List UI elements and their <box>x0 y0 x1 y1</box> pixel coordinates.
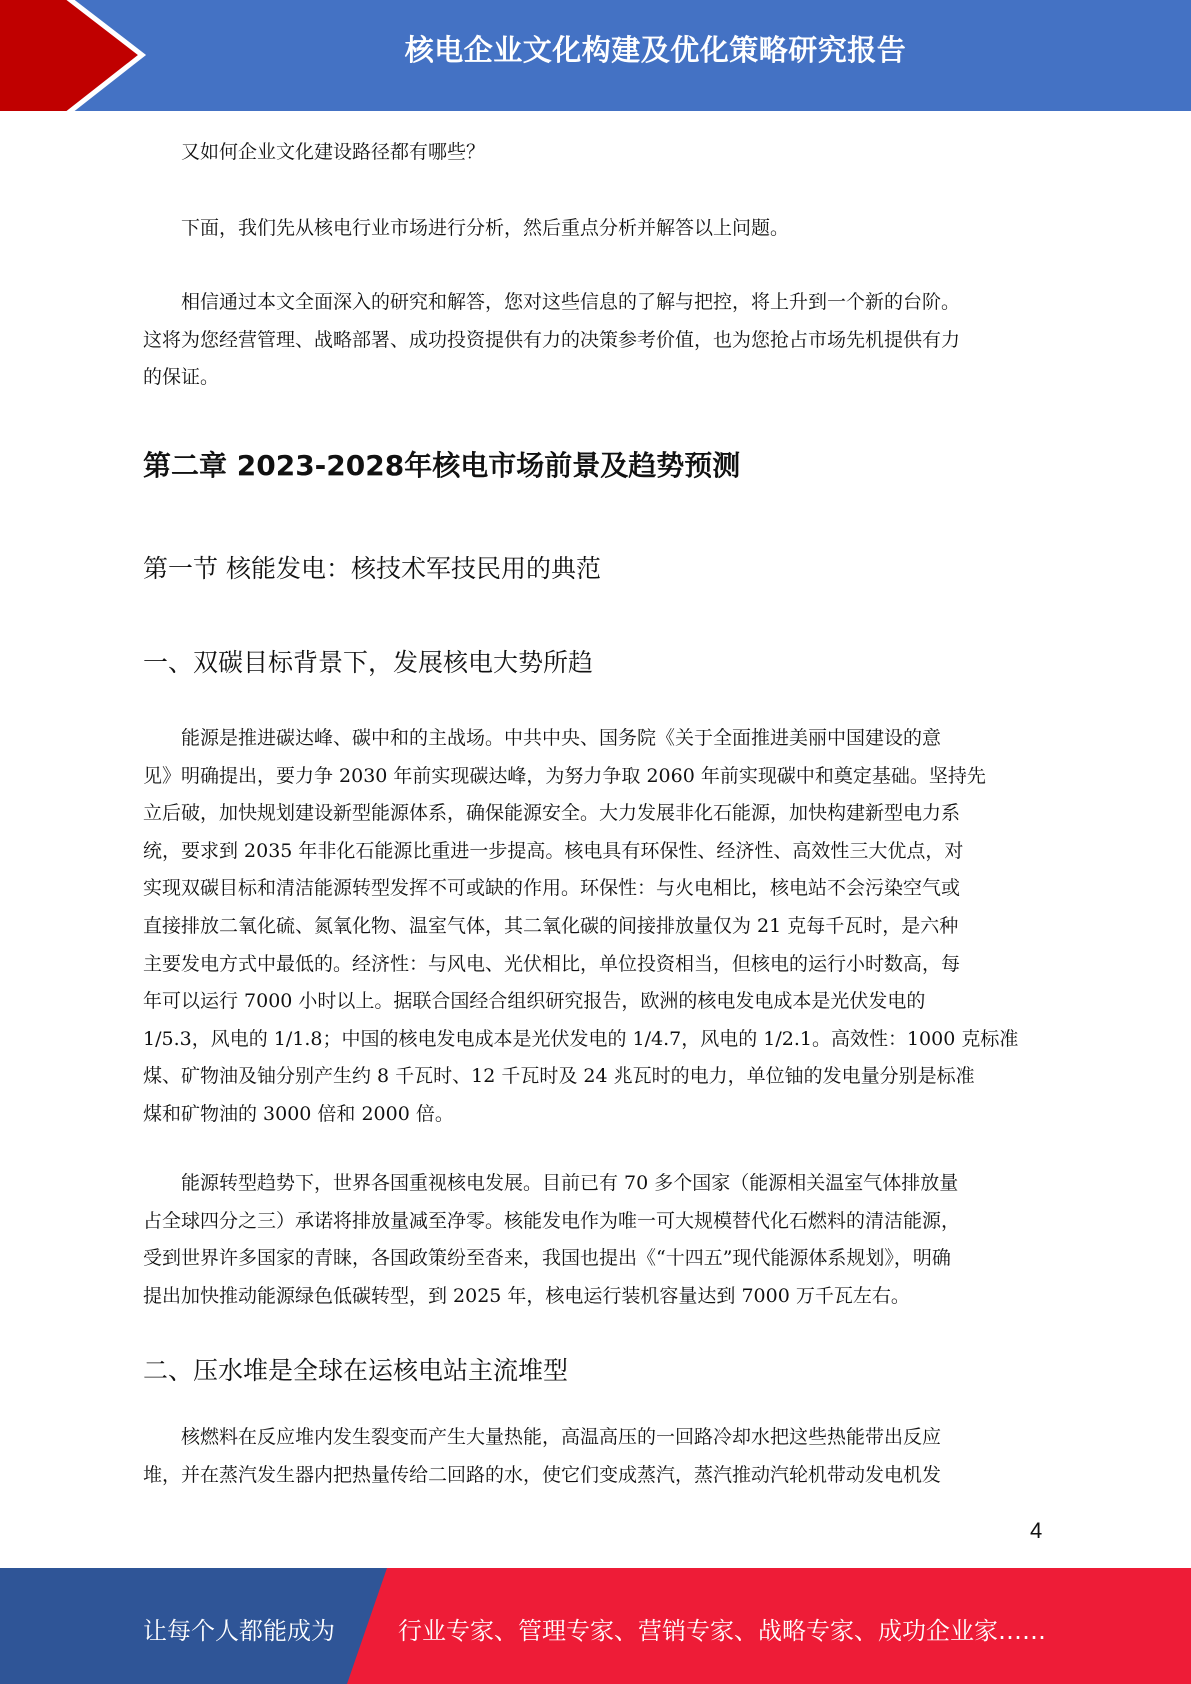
footer-slogan-right: 行业专家、管理专家、营销专家、战略专家、成功企业家…… <box>398 1617 1046 1645</box>
intro-paragraph-2 <box>143 210 1048 248</box>
footer-slogan-left: 让每个人都能成为 <box>143 1617 335 1645</box>
text-line: 核燃料在反应堆内发生裂变而产生大量热能，高温高压的一回路冷却水把这些热能带出反应 <box>181 1426 942 1448</box>
body-paragraph-1 <box>143 720 1048 1134</box>
text-line: 见》明确提出，要力争 2030 年前实现碳达峰，为努力争取 2060 年前实现碳中和奠定基础。坚持先 <box>143 764 986 787</box>
text-line: 1/5.3，风电的 1/1.8；中国的核电发电成本是光伏发电的 1/4.7，风电的 1/2.1。高效性：1000 克标准 <box>143 1027 1019 1050</box>
text-line: 主要发电方式中最低的。经济性：与风电、光伏相比，单位投资相当，但核电的运行小时数高，每 <box>143 952 961 975</box>
body-paragraph-3 <box>143 1419 1048 1494</box>
text-line: 这将为您经营管理、战略部署、成功投资提供有力的决策参考价值，也为您抢占市场先机提供有力 <box>143 328 961 351</box>
text-line: 提出加快推动能源绿色低碳转型，到 2025 年，核电运行装机容量达到 7000 万千瓦左右。 <box>143 1284 910 1307</box>
text-line: 能源转型趋势下，世界各国重视核电发展。目前已有 70 多个国家（能源相关温室气体排放量 <box>181 1172 959 1194</box>
text-line: 立后破，加快规划建设新型能源体系，确保能源安全。大力发展非化石能源，加快构建新型电力系 <box>143 802 961 825</box>
text-line: 受到世界许多国家的青睐，各国政策纷至沓来，我国也提出《“十四五”现代能源体系规划》，明确 <box>143 1247 951 1270</box>
section-title: 第一节 核能发电：核技术军技民用的典范 <box>143 554 601 583</box>
body-paragraph-2 <box>143 1165 1048 1315</box>
subsection-title-1: 一、双碳目标背景下，发展核电大势所趋 <box>143 648 594 677</box>
intro-paragraph-3 <box>143 284 1048 397</box>
text-line: 煤和矿物油的 3000 倍和 2000 倍。 <box>143 1102 454 1125</box>
chapter-title: 第二章 2023-2028年核电市场前景及趋势预测 <box>143 449 741 482</box>
text-line: 实现双碳目标和清洁能源转型发挥不可或缺的作用。环保性：与火电相比，核电站不会污染空气或 <box>143 877 961 900</box>
text-line: 又如何企业文化建设路径都有哪些？ <box>181 141 486 163</box>
text-line: 直接排放二氧化硫、氮氧化物、温室气体，其二氧化碳的间接排放量仅为 21 克每千瓦时，是六种 <box>143 914 959 937</box>
page-number: 4 <box>1030 1518 1043 1543</box>
subsection-title-2: 二、压水堆是全球在运核电站主流堆型 <box>143 1356 569 1385</box>
text-line: 堆，并在蒸汽发生器内把热量传给二回路的水，使它们变成蒸汽，蒸汽推动汽轮机带动发电机发 <box>143 1463 942 1486</box>
page-header <box>0 0 1191 111</box>
text-line: 统，要求到 2035 年非化石能源比重进一步提高。核电具有环保性、经济性、高效性三大优点，对 <box>143 839 964 862</box>
text-line: 下面，我们先从核电行业市场进行分析，然后重点分析并解答以上问题。 <box>181 217 790 239</box>
page-footer <box>0 1568 1191 1684</box>
text-line: 煤、矿物油及铀分别产生约 8 千瓦时、12 千瓦时及 24 兆瓦时的电力，单位铀的发电量分别是标准 <box>143 1065 975 1088</box>
text-line: 相信通过本文全面深入的研究和解答，您对这些信息的了解与把控，将上升到一个新的台阶。 <box>181 291 961 313</box>
text-line: 年可以运行 7000 小时以上。据联合国经合组织研究报告，欧洲的核电发电成本是光伏发电的 <box>143 990 926 1013</box>
text-line: 能源是推进碳达峰、碳中和的主战场。中共中央、国务院《关于全面推进美丽中国建设的意 <box>181 727 942 749</box>
intro-paragraph-1 <box>143 134 1048 172</box>
text-line: 的保证。 <box>143 366 220 389</box>
report-title: 核电企业文化构建及优化策略研究报告 <box>404 33 907 67</box>
text-line: 占全球四分之三）承诺将排放量减至净零。核能发电作为唯一可大规模替代化石燃料的清洁能源， <box>143 1209 961 1232</box>
